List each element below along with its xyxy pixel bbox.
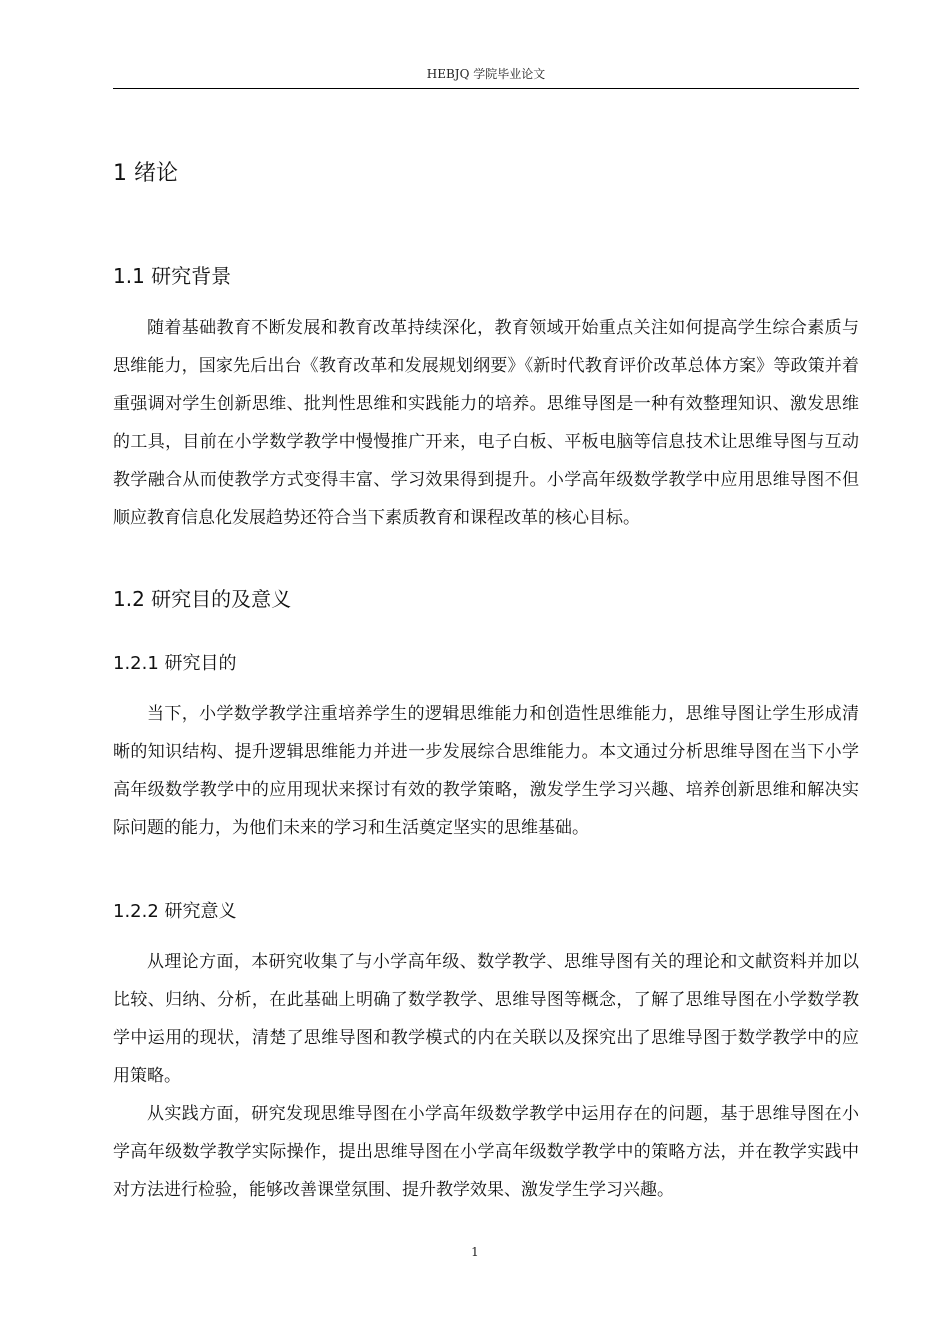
page-number: 1: [471, 1245, 479, 1259]
paragraph-research-background: 随着基础教育不断发展和教育改革持续深化，教育领域开始重点关注如何提高学生综合素质与思维能力，国家先后出台《教育改革和发展规划纲要》《新时代教育评价改革总体方案》等政策并着重强调对学生创新思维、批判性思维和实践能力的培养。思维导图是一种有效整理知识、激发思维的工具，目前在小学数学教学中慢慢推广开来，电子白板、平板电脑等信息技术让思维导图与互动教学融合从而使教学方式变得丰富、学习效果得到提升。小学高年级数学教学中应用思维导图不但顺应教育信息化发展趋势还符合当下素质教育和课程改革的核心目标。: [113, 318, 859, 528]
section-heading-1-2: 1.2 研究目的及意义: [113, 587, 292, 611]
page-header: [113, 66, 859, 89]
paragraph-practical-significance: 从实践方面，研究发现思维导图在小学高年级数学教学中运用存在的问题，基于思维导图在小学高年级数学教学实际操作，提出思维导图在小学高年级数学教学中的策略方法，并在教学实践中对方法进行检验，能够改善课堂氛围、提升教学效果、激发学生学习兴趣。: [113, 1104, 859, 1200]
paragraph-theoretical-significance: 从理论方面，本研究收集了与小学高年级、数学教学、思维导图有关的理论和文献资料并加以比较、归纳、分析，在此基础上明确了数学教学、思维导图等概念，了解了思维导图在小学数学教学中运用的现状，清楚了思维导图和教学模式的内在关联以及探究出了思维导图于数学教学中的应用策略。: [113, 952, 859, 1086]
chapter-title: 1 绪论: [113, 161, 178, 186]
section-heading-1-2-2: 1.2.2 研究意义: [113, 901, 237, 922]
header-title: HEBJQ 学院毕业论文: [426, 67, 546, 81]
section-heading-1-1: 1.1 研究背景: [113, 264, 232, 288]
paragraph-research-purpose: 当下，小学数学教学注重培养学生的逻辑思维能力和创造性思维能力，思维导图让学生形成清晰的知识结构、提升逻辑思维能力并进一步发展综合思维能力。本文通过分析思维导图在当下小学高年级数学教学中的应用现状来探讨有效的教学策略，激发学生学习兴趣、培养创新思维和解决实际问题的能力，为他们未来的学习和生活奠定坚实的思维基础。: [113, 704, 859, 838]
section-heading-1-2-1: 1.2.1 研究目的: [113, 653, 237, 674]
